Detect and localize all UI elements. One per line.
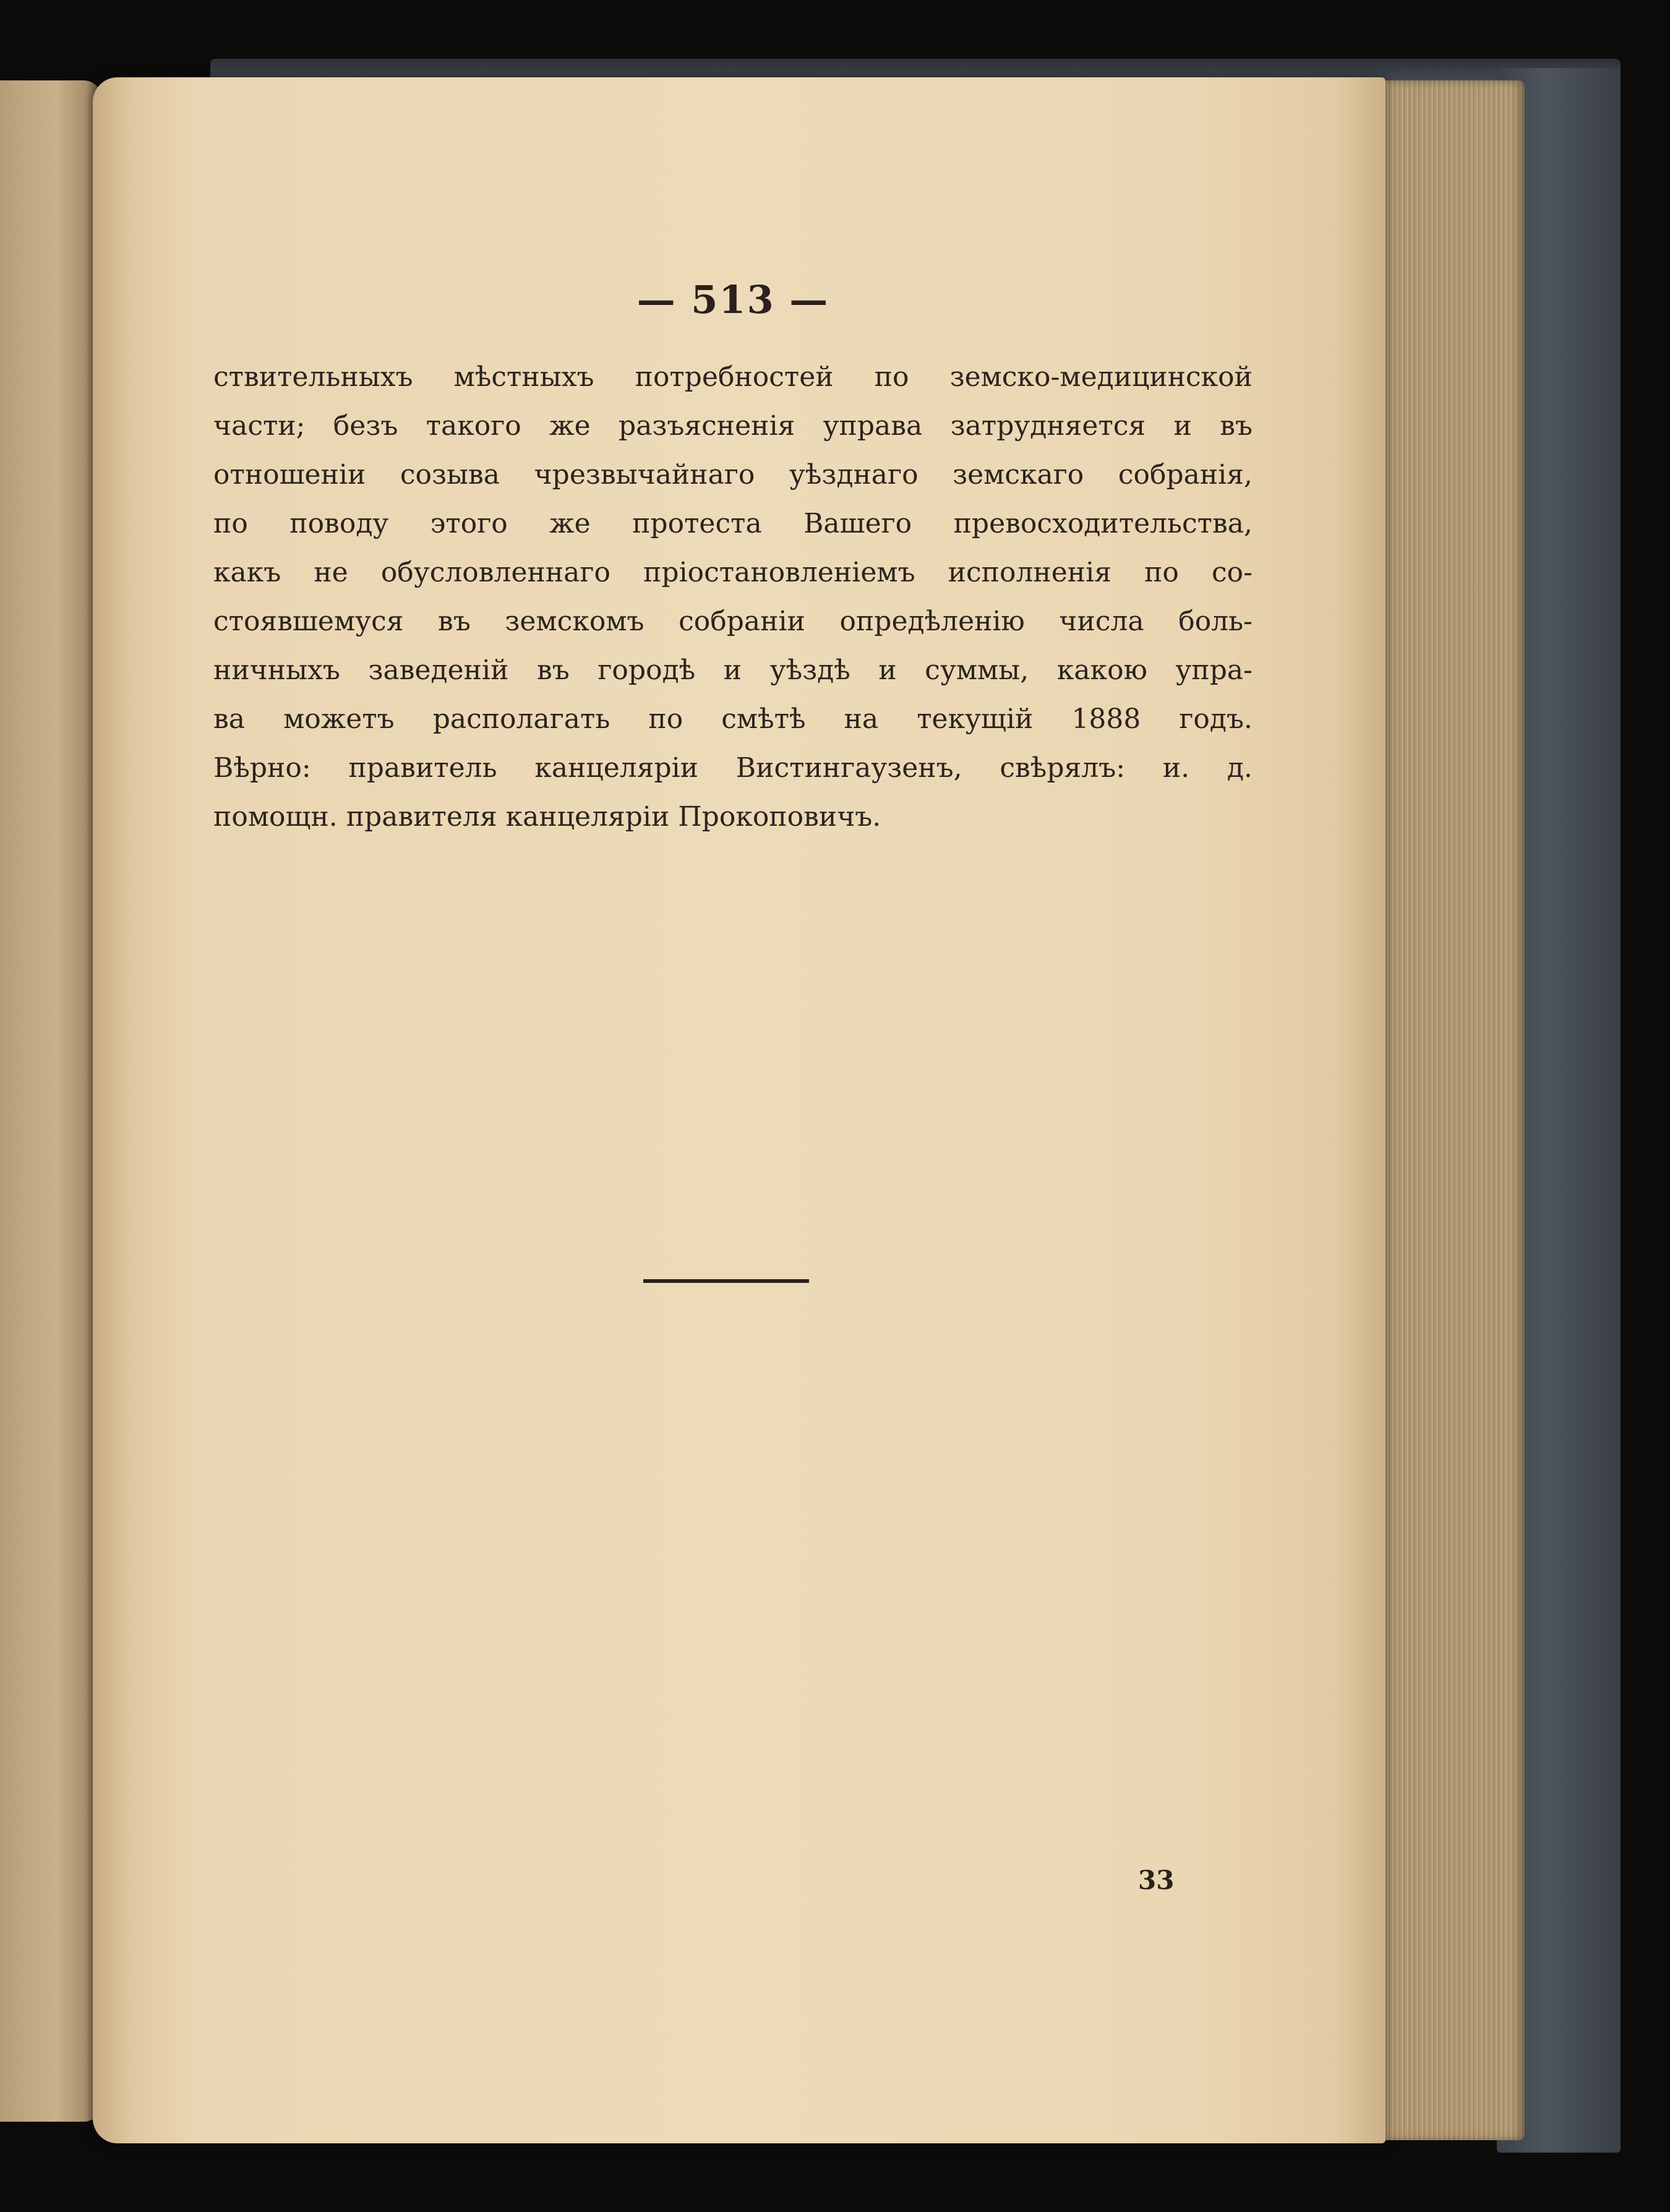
text-line: какъ не обусловленнаго пріостановленіемъ исполненія по со- — [213, 557, 1252, 588]
text-line: помощн. правителя канцеляріи Прокоповичъ. — [213, 801, 881, 833]
text-line: ничныхъ заведеній въ городѣ и уѣздѣ и суммы, какою упра- — [213, 654, 1252, 686]
section-divider-rule — [643, 1279, 809, 1283]
page-edges — [1376, 80, 1525, 2140]
left-facing-page — [0, 80, 102, 2122]
text-line: части; безъ такого же разъясненія управа затрудняется и въ — [213, 410, 1252, 442]
text-line: по поводу этого же протеста Вашего превосходительства, — [213, 508, 1252, 539]
page-number: — 513 — — [636, 277, 829, 322]
page-body-text — [213, 353, 1252, 841]
signature-mark: 33 — [1138, 1865, 1175, 1895]
text-line: отношеніи созыва чрезвычайнаго уѣзднаго земскаго собранія, — [213, 459, 1252, 491]
text-line: ствительныхъ мѣстныхъ потребностей по земско-медицинской — [213, 361, 1252, 393]
text-line: ва можетъ располагать по смѣтѣ на текущій 1888 годъ. — [213, 703, 1252, 735]
text-line: Вѣрно: правитель канцеляріи Вистингаузенъ, свѣрялъ: и. д. — [213, 752, 1252, 784]
text-line: стоявшемуся въ земскомъ собраніи опредѣленію числа боль- — [213, 606, 1252, 637]
